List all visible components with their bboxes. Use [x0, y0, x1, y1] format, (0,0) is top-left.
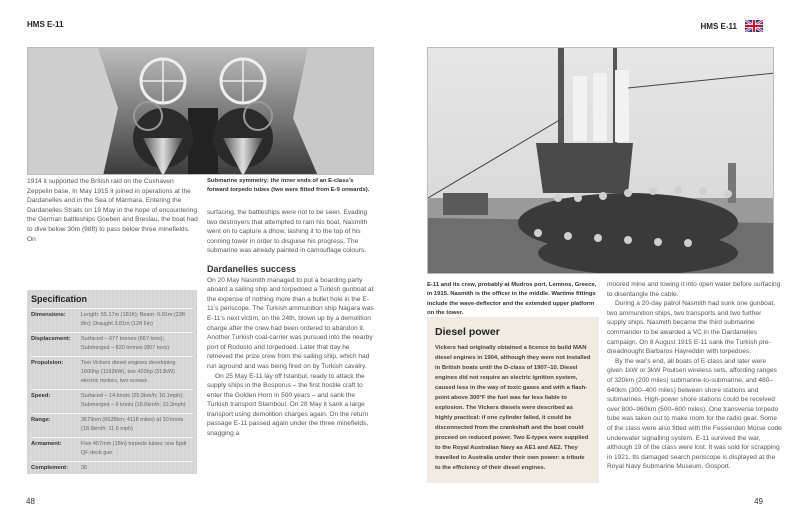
spec-label: Displacement:: [31, 336, 71, 342]
torpedo-tubes-photo: [27, 47, 374, 175]
running-head: HMS E-11: [700, 21, 737, 31]
section-heading: Dardanelles success: [207, 263, 297, 274]
spec-row: [31, 413, 193, 437]
spec-value: 3579nm (6628km; 4118 miles) at 10 knots (18.5km/h; 11.5 mph): [81, 417, 184, 432]
running-head: HMS E-11: [27, 20, 64, 29]
spec-value: Surfaced – 677 tonnes (667 tons); Submerged – 820 tonnes (807 tons): [81, 336, 170, 351]
page-number: 48: [26, 497, 35, 506]
specification-title: Specification: [31, 294, 88, 304]
article-column: [607, 280, 782, 472]
paragraph: On 25 May E-11 lay off Istanbul, ready to attack the supply ships in the Bosporus – the first hostile craft to enter the Golden Horn in 500 years – and sank the Turkish transport Stamboul. On 28 May it sank a large transport using demolition charges again. On the return passage E-11 passed again under the three minefields, snagging a: [207, 372, 369, 438]
spec-row: [31, 389, 193, 413]
spec-label: Complement:: [31, 465, 69, 471]
paragraph: During a 20-day patrol Nasmith had sunk one gunboat, two ammunition ships, two transports and two further supply ships. Nasmith became the third submarine commander to be awarded a VC in the Dardanelles campaign. On 8 August 1915 E-11 sank the Turkish pre-dreadnought Barbaros Hayreddin with torpedoes.: [607, 300, 776, 356]
intro-paragraph: 1914 it supported the British raid on the Cuxhaven Zeppelin base. In May 1915 it joined in operations at the Dardanelles and in the Sea of Marmara. Entering the Dardanelles Straits on 19 May in the hope of encountering the German battleships Goeben and Breslau, the boat had to dive below 30m (98ft) to pass below three minefields. On: [27, 178, 198, 243]
spec-row: [31, 332, 193, 356]
spec-label: Dimensions:: [31, 312, 66, 318]
union-jack-flag-icon: [745, 20, 763, 32]
photo-caption: E-11 and its crew, probably at Mudros port, Lemnos, Greece, in 1915. Nasmith is the officer in the middle. Wartime fittings include the wave-deflector and the extended upper platform on the tower.: [427, 282, 597, 317]
paragraph: surfacing, the battleships were not to be seen. Evading two destroyers that attempted to ram his boat, Nasmith went on to capture a dhow, lashing it to the top of his conning tower in order to disguise his progress. The submarine was already painted in camouflage colours.: [207, 209, 368, 255]
crew-photo: [427, 47, 774, 274]
paragraph: By the war's end, all boats of E-class and later were given 1kW or 3kW Poulsen wireless sets, affording ranges of 320km (200 miles) submarine-to-submarine, and 480–640km (300–400 miles) between shore stations and submarines. High-power shore stations could be received over 800–960km (500–600 miles). One transverse torpedo tube was taken out to make room for the radio gear. Some of the class were also fitted with the Fessenden Morse code underwater signalling system. E-11 survived the war, although 19 of the class were lost. It was sold for scrapping in 1921. Its damaged search periscope is displayed at the Royal Navy Submarine Museum, Gosport.: [607, 357, 782, 471]
spec-value: Length: 55.17m (181ft); Beam: 6.91m (22ft 8in); Draught 3.81m (12ft 6in): [81, 312, 185, 327]
sidebar-text: Vickers had originally obtained a licence to build MAN diesel engines in 1904, although they were not installed in British boats until the D-class of 1907–10. Diesel engines did not require an electric ignition system, caused less in the way of toxic gases and with a flash-point above 300°F the fuel was far less liable to explosion. The Vickers diesels were described as highly practical: if one cylinder failed, it could be disconnected from the crankshaft and the boat could proceed on reduced power. Two E-types were supplied to the Royal Australian Navy as AE1 and AE2. They travelled to Australia under their own power: a tribute to the efficiency of their diesel engines.: [435, 345, 591, 471]
spec-row: [31, 437, 193, 461]
spec-value: Surfaced – 14 knots (25.9km/h; 16.1mph); Submerged – 9 knots (16.6km/h; 10.3mph): [81, 393, 186, 408]
spec-value: 30: [81, 465, 88, 471]
page-number: 49: [754, 497, 763, 506]
paragraph: moored mine and towing it into open water before surfacing to disentangle the cable.: [607, 281, 781, 298]
torpedo-tubes-illustration: [28, 48, 374, 175]
spec-label: Propulsion:: [31, 360, 64, 366]
submarine-crew-illustration: [428, 48, 774, 274]
sidebar-title: Diesel power: [435, 326, 500, 338]
article-column: [207, 208, 375, 439]
spec-label: Armament:: [31, 441, 62, 447]
spec-row: [31, 308, 193, 332]
right-page: [400, 0, 800, 521]
running-head-container: [701, 20, 763, 32]
spec-value: Five 457mm (18in) torpedo tubes; one 6pdr QF deck gun: [81, 441, 187, 456]
spec-row: [31, 461, 193, 476]
spec-row: [31, 356, 193, 389]
paragraph: On 20 May Nasmith managed to put a boarding party aboard a sailing ship and torpedoed a Turkish gunboat at the expense of nothing more than a bullet hole in the E-11's periscope. The Turkish ammunition ship Nagara was E-11's next victim, on the 24th, blown up by a demolition charge after the crew had been ordered to abandon it. Another Turkish coal-carrier was pursued into the nearby port of Rodosto and torpedoed. Later that day he retrieved the prize crew from the sailing ship, which had run aground and was being fired on by Turkish cavalry.: [207, 276, 374, 370]
diesel-power-sidebar: [427, 317, 599, 483]
spec-label: Range:: [31, 417, 51, 423]
spec-label: Speed:: [31, 393, 51, 399]
photo-caption: Submarine symmetry: the inner ends of an E-class's forward torpedo tubes (two were fitted from E-9 onwards).: [207, 178, 370, 194]
spec-value: Two Vickers diesel engines developing 1600hp (1192kW), two 420hp (313kW) electric motors, two screws: [81, 360, 176, 384]
specification-panel: [27, 290, 197, 474]
